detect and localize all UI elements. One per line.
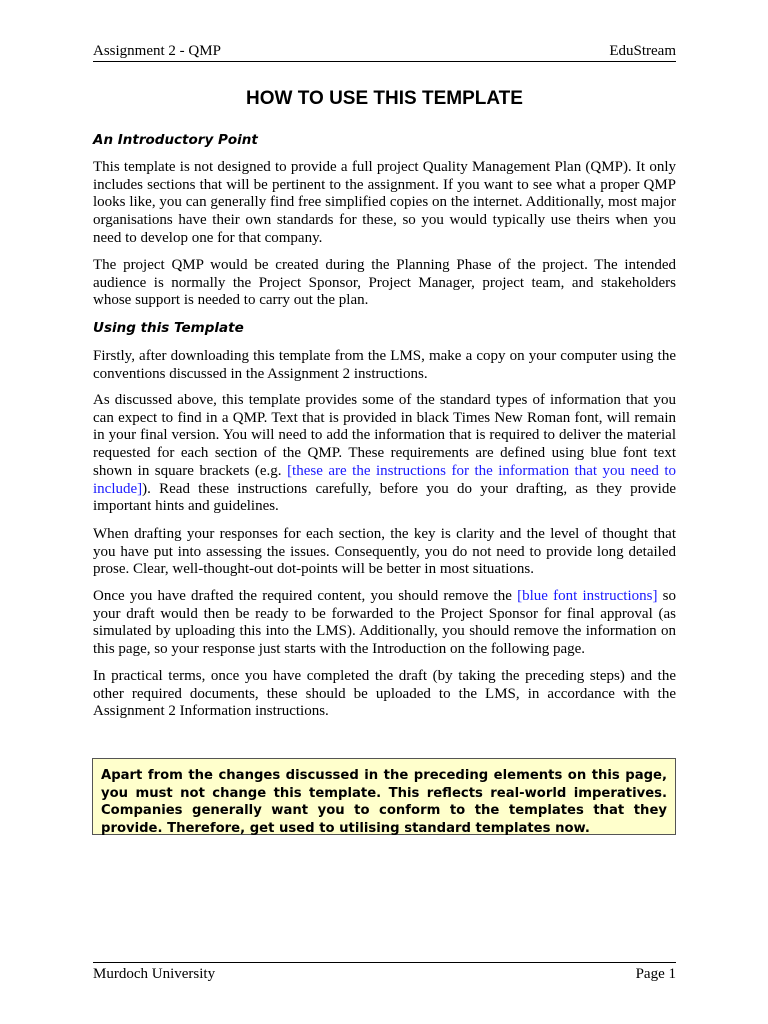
using-template-heading: Using this Template	[93, 320, 244, 336]
using-paragraph-2-text-a: As discussed above, this template provides some of the standard types of information that you can expect to find in a QMP. Text that is provided in black Times New Roman font, will remain in your final version. You will need to add the information that is required to deliver the material requested for each section of the QMP. These requirements are defined using blue font text shown in square brackets (e.g.	[93, 392, 676, 479]
using-paragraph-2	[93, 392, 676, 516]
intro-paragraph-1: This template is not designed to provide a full project Quality Management Plan (QMP). It only includes sections that will be pertinent to the assignment. If you want to see what a proper QMP looks like, you can generally find free simplified copies on the internet. Additionally, most major organisations have their own standards for these, so you would typically use theirs when you need to develop one for that company.	[93, 159, 676, 246]
using-paragraph-5: In practical terms, once you have completed the draft (by taking the preceding steps) and the other required documents, these should be uploaded to the LMS, in accordance with the Assignment 2 Information instructions.	[93, 668, 676, 720]
intro-heading: An Introductory Point	[93, 132, 258, 148]
footer-page-number: Page 1	[635, 966, 676, 982]
blue-font-instructions-example: [blue font instructions]	[517, 588, 658, 604]
using-paragraph-4-text-b: so your draft would then be ready to be forwarded to the Project Sponsor for final approval (as simulated by uploading this into the LMS). Additionally, you should remove the information on this page, so your response just starts with the Introduction on the following page.	[93, 588, 677, 658]
page-title: HOW TO USE THIS TEMPLATE	[246, 88, 523, 109]
using-paragraph-4-text-a: Once you have drafted the required content, you should remove the	[93, 588, 518, 604]
footer-university: Murdoch University	[93, 966, 216, 982]
notice-box: Apart from the changes discussed in the preceding elements on this page, you must not change this template. This reflects real-world imperatives. Companies generally want you to conform to the templates that they provide. Therefore, get used to utilising standard templates now.	[92, 758, 676, 835]
using-paragraph-1: Firstly, after downloading this template from the LMS, make a copy on your computer using the conventions discussed in the Assignment 2 instructions.	[93, 348, 676, 382]
header-organisation: EduStream	[609, 43, 676, 59]
using-paragraph-3: When drafting your responses for each section, the key is clarity and the level of thought that you have put into assessing the issues. Consequently, you do not need to provide long detailed prose. Clear, well-thought-out dot-points will be better in most situations.	[93, 526, 676, 578]
using-paragraph-2-text-b: ). Read these instructions carefully, before you do your drafting, as they provide important hints and guidelines.	[93, 480, 676, 515]
intro-paragraph-2: The project QMP would be created during the Planning Phase of the project. The intended audience is normally the Project Sponsor, Project Manager, project team, and stakeholders whose support is needed to carry out the plan.	[93, 257, 676, 309]
blue-instruction-example: [these are the instructions for the information that you need to include]	[93, 462, 676, 497]
using-paragraph-4	[93, 588, 676, 659]
page-header	[93, 42, 676, 62]
page-footer	[93, 962, 676, 983]
header-assignment-title: Assignment 2 - QMP	[93, 43, 221, 59]
